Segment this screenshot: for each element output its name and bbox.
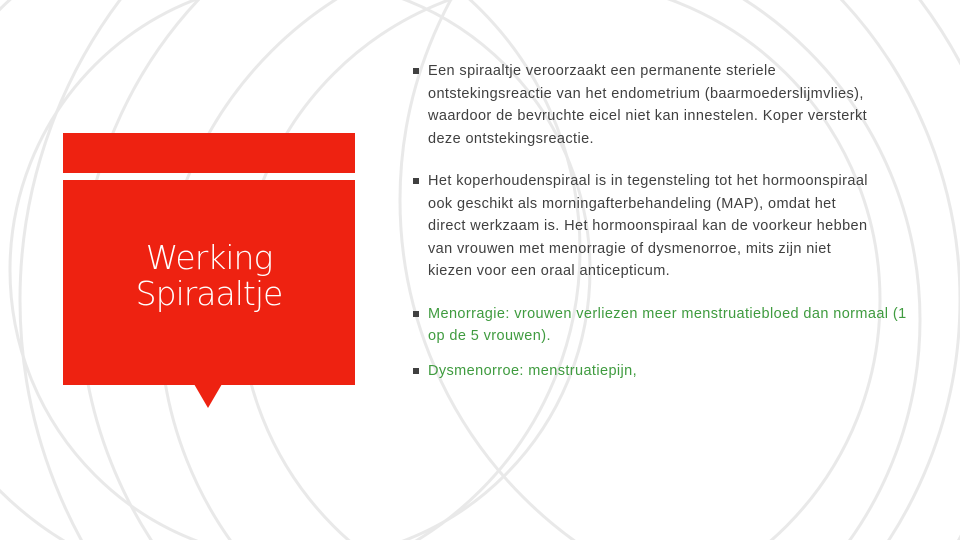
title-panel-pointer: [194, 384, 222, 408]
square-bullet-icon: [413, 368, 419, 374]
square-bullet-icon: [413, 68, 419, 74]
list-item: [411, 360, 911, 383]
bullet-text: Het koperhoudenspiraal is in tegensteling tot het hormoonspiraal ook geschikt als morningafterbehandeling (MAP), omdat het direct werkzaam is. Het hormoonspiraal kan de voorkeur hebben van vrouwen met menorragie of dysmenorroe, mits zijn niet kiezen voor een oraal anticepticum.: [428, 173, 868, 279]
list-item: [411, 60, 898, 150]
square-bullet-icon: [413, 178, 419, 184]
bullet-text: Dysmenorroe: menstruatiepijn,: [428, 362, 638, 379]
list-item: [411, 303, 911, 348]
square-bullet-icon: [413, 311, 419, 317]
slide-title: [63, 240, 355, 313]
slide-title-line-2: Spiraaltje: [135, 274, 283, 314]
accent-bar: [63, 133, 355, 173]
bullet-list: [411, 60, 911, 382]
bullet-text: Menorragie: vrouwen verliezen meer menstruatiebloed dan normaal (1 op de 5 vrouwen).: [428, 305, 907, 344]
list-item: [411, 170, 878, 283]
slide-title-line-1: Werking: [145, 238, 273, 277]
bullet-text: Een spiraaltje veroorzaakt een permanente steriele ontstekingsreactie van het endometrium (baarmoederslijmvlies), waardoor de bevruchte eicel niet kan innestelen. Koper versterkt deze ontstekingsreactie.: [428, 63, 868, 147]
